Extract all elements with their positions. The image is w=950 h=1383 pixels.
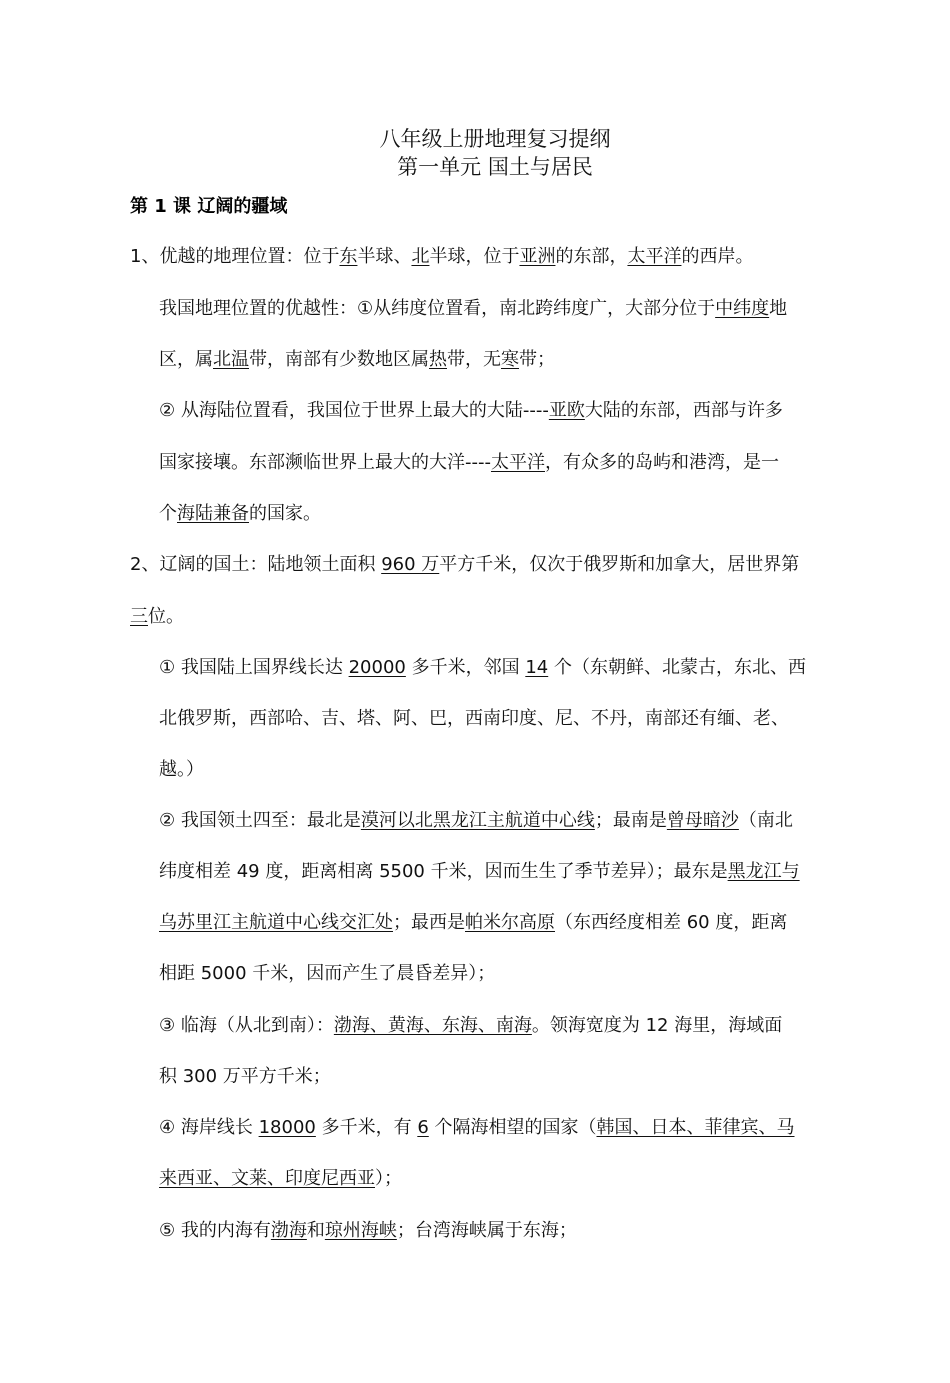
underlined-answer: 寒	[501, 349, 519, 370]
text-line	[130, 604, 184, 630]
text-line	[159, 296, 787, 322]
text-segment: 个	[159, 503, 177, 524]
text-line	[159, 655, 806, 681]
text-segment: 多千米，邻国	[405, 657, 526, 678]
text-segment: （南北	[738, 810, 793, 831]
text-segment: 的东部，	[555, 246, 628, 267]
text-segment: 越。）	[159, 759, 204, 780]
underlined-answer: 渤海	[270, 1220, 307, 1241]
underlined-answer: 中纬度	[715, 298, 770, 319]
text-line	[159, 450, 779, 476]
underlined-answer: 热	[429, 349, 447, 370]
text-segment: 平方千米，仅次于俄罗斯和加拿大，居世界第	[439, 554, 800, 575]
text-line	[159, 1115, 795, 1141]
underlined-answer: 琼州海峡	[324, 1220, 397, 1241]
text-line	[159, 347, 555, 373]
text-segment: 区，属	[159, 349, 213, 370]
text-line	[159, 1166, 402, 1192]
text-segment: 带，无	[447, 349, 501, 370]
underlined-answer: 渤海、黄海、东海、南海	[333, 1015, 532, 1036]
text-segment: 相距 5000 千米，因而产生了晨昏差异）；	[159, 963, 496, 984]
text-segment: ④ 海岸线长	[159, 1117, 259, 1138]
underlined-answer: 北	[411, 246, 430, 267]
text-line	[159, 859, 800, 885]
text-segment: 的国家。	[249, 503, 321, 524]
text-segment: ）；	[375, 1168, 402, 1189]
text-line	[159, 757, 204, 783]
text-segment: ② 从海陆位置看，我国位于世界上最大的大陆----	[159, 400, 549, 421]
text-segment: 带，南部有少数地区属	[249, 349, 429, 370]
text-line	[159, 808, 793, 834]
text-segment: 积 300 万平方千米；	[159, 1066, 331, 1087]
underlined-answer: 乌苏里江主航道中心线交汇处	[159, 912, 393, 933]
underlined-answer: 韩国、日本、菲律宾、马	[596, 1117, 795, 1138]
underlined-answer: 18000	[258, 1117, 316, 1138]
text-line	[159, 1218, 577, 1244]
text-segment: 位。	[148, 606, 184, 627]
text-segment: ；台湾海峡属于东海；	[396, 1220, 577, 1241]
underlined-answer: 漠河以北黑龙江主航道中心线	[360, 810, 595, 831]
text-segment: 带；	[519, 349, 555, 370]
text-segment: 个（东朝鲜、北蒙古，东北、西	[548, 657, 806, 678]
text-line	[130, 552, 799, 578]
text-line	[159, 1013, 782, 1039]
text-line	[159, 961, 495, 987]
underlined-answer: 太平洋	[627, 246, 682, 267]
text-segment: 国家接壤。东部濒临世界上最大的大洋----	[159, 452, 491, 473]
text-line	[159, 910, 787, 936]
text-segment: 个隔海相望的国家（	[428, 1117, 597, 1138]
underlined-answer: 太平洋	[490, 452, 545, 473]
underlined-answer: 960 万	[381, 554, 440, 575]
text-segment: 北俄罗斯，西部哈、吉、塔、阿、巴，西南印度、尼、不丹，南部还有缅、老、	[159, 708, 789, 729]
text-segment: 地	[769, 298, 788, 319]
underlined-answer: 黑龙江与	[727, 861, 800, 882]
underlined-answer: 曾母暗沙	[666, 810, 739, 831]
text-segment: 多千米，有	[315, 1117, 418, 1138]
text-segment: 。领海宽度为 12 海里，海域面	[531, 1015, 783, 1036]
underlined-answer: 6	[417, 1117, 429, 1138]
text-segment: 我国地理位置的优越性：①从纬度位置看，南北跨纬度广，大部分位于	[159, 298, 716, 319]
text-segment: 纬度相差 49 度，距离相离 5500 千米，因而生生了季节差异）；最东是	[159, 861, 728, 882]
document-title: 八年级上册地理复习提纲	[379, 127, 611, 151]
text-segment: ；最西是	[393, 912, 465, 933]
text-line	[159, 706, 789, 732]
text-segment: 1、优越的地理位置：位于	[130, 246, 340, 267]
text-segment: ，有众多的岛屿和港湾，是一	[544, 452, 779, 473]
underlined-answer: 北温	[213, 349, 249, 370]
underlined-answer: 亚欧	[548, 400, 585, 421]
underlined-answer: 14	[525, 657, 549, 678]
text-segment: ① 我国陆上国界线长达	[159, 657, 349, 678]
text-segment: ；最南是	[594, 810, 667, 831]
text-segment: ② 我国领土四至：最北是	[159, 810, 361, 831]
unit-title: 第一单元 国土与居民	[397, 155, 593, 179]
underlined-answer: 20000	[348, 657, 406, 678]
underlined-answer: 海陆兼备	[177, 503, 249, 524]
text-segment: ⑤ 我的内海有	[159, 1220, 271, 1241]
text-segment: 2、辽阔的国土：陆地领土面积	[130, 554, 382, 575]
underlined-answer: 东	[339, 246, 358, 267]
text-segment: ③ 临海（从北到南）：	[159, 1015, 334, 1036]
lesson-heading: 第 1 课 辽阔的疆域	[130, 196, 288, 217]
underlined-answer: 帕米尔高原	[465, 912, 555, 933]
text-segment: 大陆的东部，西部与许多	[584, 400, 783, 421]
text-segment: 的西岸。	[681, 246, 754, 267]
text-segment: 和	[306, 1220, 325, 1241]
text-line	[159, 501, 321, 527]
text-segment: 半球，位于	[429, 246, 520, 267]
text-line	[159, 398, 783, 424]
text-line	[159, 1064, 331, 1090]
text-line	[130, 244, 753, 270]
underlined-answer: 亚洲	[519, 246, 556, 267]
text-segment: （东西经度相差 60 度，距离	[555, 912, 788, 933]
underlined-answer: 来西亚、文莱、印度尼西亚	[159, 1168, 375, 1189]
text-segment: 半球、	[357, 246, 412, 267]
underlined-answer: 三	[130, 606, 148, 627]
